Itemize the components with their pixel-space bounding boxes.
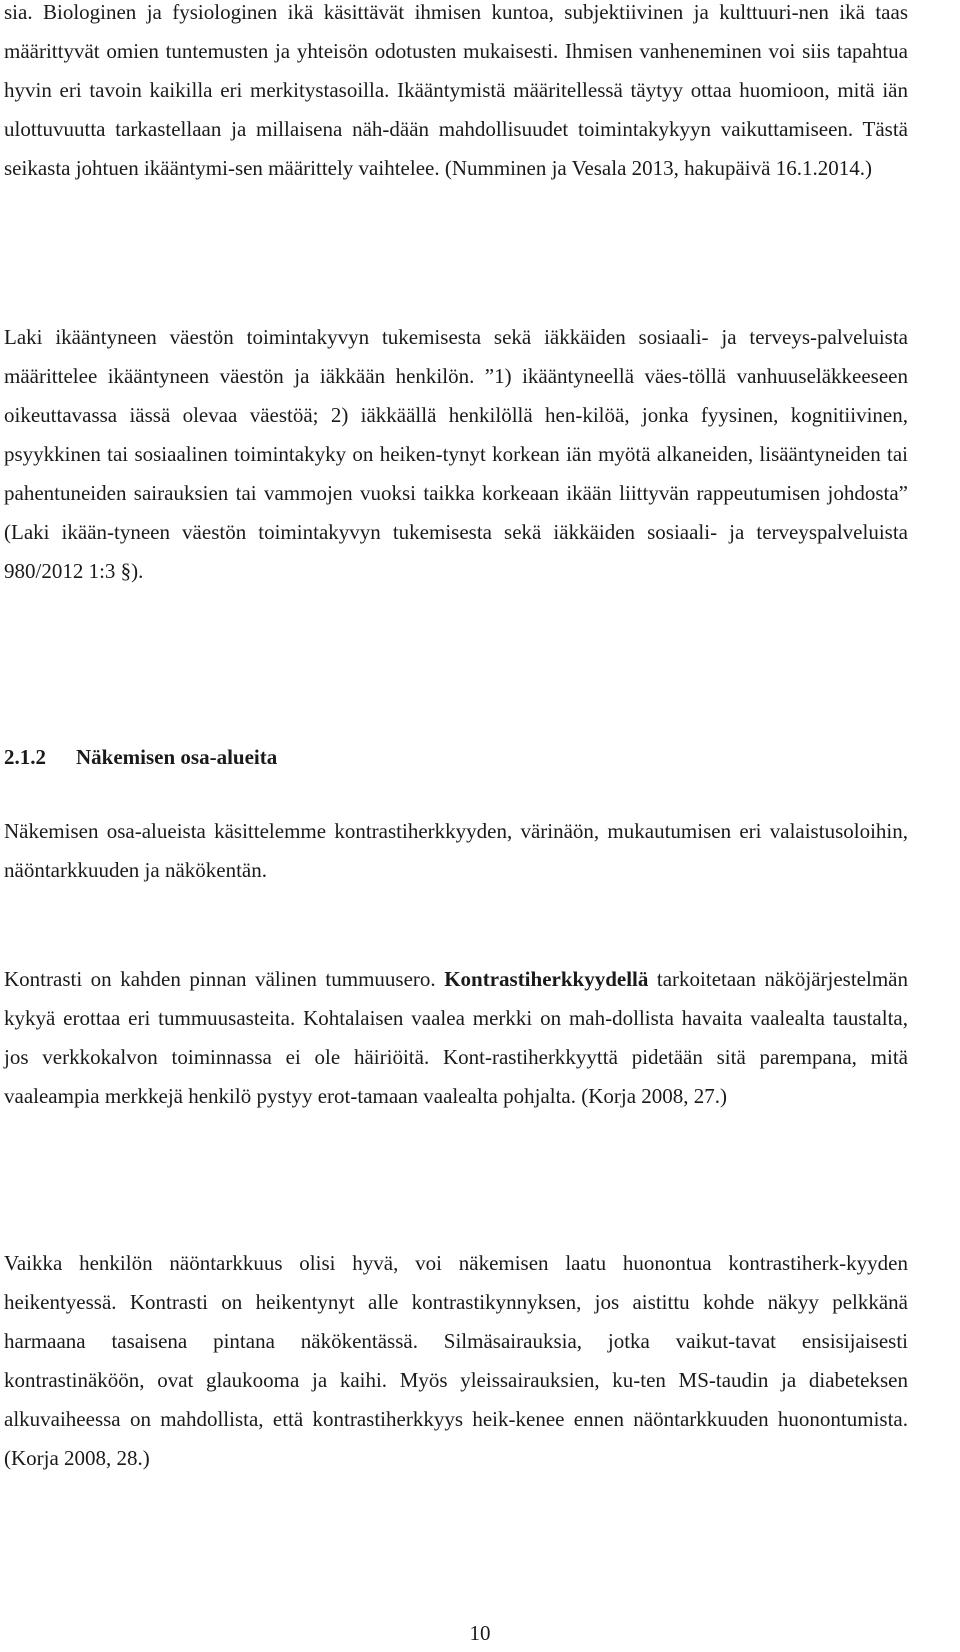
section-number: 2.1.2	[4, 745, 46, 769]
paragraph-vision-areas: Näkemisen osa-alueista käsittelemme kontrastiherkkyyden, värinäön, mukautumisen eri valaistusoloihin, näöntarkkuuden ja näkökentän.	[4, 819, 908, 882]
paragraph-contrast-definition	[4, 960, 908, 1116]
contrast-body-text: tarkoitetaan näköjärjestelmän kykyä erottaa eri tummuusasteita. Kohtalaisen vaalea merkki on mah-dollista havaita vaalealta taustalta, jos verkkokalvon toiminnassa ei ole häiriöitä. Kont-rastiherkkyyttä pidetään sitä parempana, mitä vaaleampia merkkejä henkilö pystyy erot-tamaan vaalealta pohjalta. (Korja 2008, 27.)	[4, 967, 908, 1108]
paragraph-aging-definitions: sia. Biologinen ja fysiologinen ikä käsittävät ihmisen kuntoa, subjektiivinen ja kulttuuri-nen ikä taas määrittyvät omien tuntemusten ja yhteisön odotusten mukaisesti. Ihmisen vanheneminen voi siis tapahtua hyvin eri tavoin kaikilla eri merkitystasoilla. Ikääntymistä määritellessä täytyy ottaa huomioon, mitä iän ulottuvuutta tarkastellaan ja millaisena näh-dään mahdollisuudet toimintakykyyn vaikuttamiseen. Tästä seikasta johtuen ikääntymi-sen määrittely vaihtelee. (Numminen ja Vesala 2013, hakupäivä 16.1.2014.)	[4, 0, 908, 180]
section-title: Näkemisen osa-alueita	[76, 745, 278, 769]
page-number: 10	[469, 1621, 491, 1645]
section-heading	[4, 742, 277, 772]
paragraph-contrast-sensitivity: Vaikka henkilön näöntarkkuus olisi hyvä, voi näkemisen laatu huonontua kontrastiherk-kyyden heikentyessä. Kontrasti on heikentynyt alle kontrastikynnyksen, jos aistittu kohde näkyy pelkkänä harmaana tasaisena pintana näkökentässä. Silmäsairauksia, jotka vaikut-tavat ensisijaisesti kontrastinäköön, ovat glaukooma ja kaihi. Myös yleissairauksien, ku-ten MS-taudin ja diabeteksen alkuvaiheessa on mahdollista, että kontrastiherkkyys heik-kenee ennen näöntarkkuuden huonontumista. (Korja 2008, 28.)	[4, 1251, 908, 1470]
paragraph-law-definition: Laki ikääntyneen väestön toimintakyvyn tukemisesta sekä iäkkäiden sosiaali- ja terveys-palveluista määrittelee ikääntyneen väestön ja iäkkään henkilön. ”1) ikääntyneellä väes-töllä vanhuuseläkkeeseen oikeuttavassa iässä olevaa väestöä; 2) iäkkäällä henkilöllä hen-kilöä, jonka fyysinen, kognitiivinen, psyykkinen tai sosiaalinen toimintakyky on heiken-tynyt korkean iän myötä alkaneiden, lisääntyneiden tai pahentuneiden sairauksien tai vammojen vuoksi taikka korkeaan ikään liittyvän rappeutumisen johdosta” (Laki ikään-tyneen väestön toimintakyvyn tukemisesta sekä iäkkäiden sosiaali- ja terveyspalveluista 980/2012 1:3 §).	[4, 325, 908, 583]
contrast-intro-text: Kontrasti on kahden pinnan välinen tummuusero.	[4, 967, 445, 991]
bold-term: Kontrastiherkkyydellä	[444, 967, 649, 991]
